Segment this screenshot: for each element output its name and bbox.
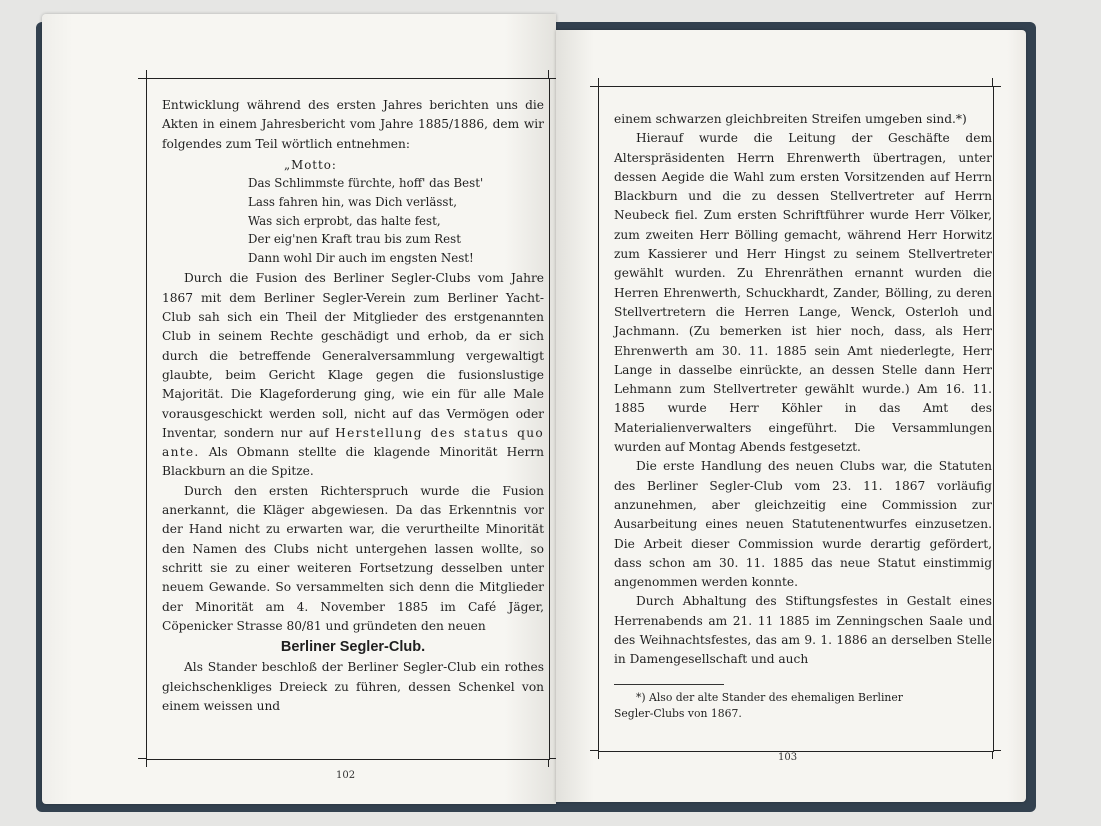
- paragraph-text: Als Obmann stellte die klagende Minorität Herrn Blackburn an die Spitze.: [162, 445, 544, 479]
- paragraph: Als Stander beschloß der Berliner Segler-Club ein rothes gleichschenkliges Dreieck zu führen, dessen Schenkel von einem weissen und: [162, 660, 544, 713]
- page-number: 103: [778, 752, 798, 763]
- footnote-rule: [614, 684, 724, 685]
- frame-tick: [992, 78, 993, 86]
- frame-tick: [993, 86, 1001, 87]
- paragraph: Hierauf wurde die Leitung der Geschäfte dem Alterspräsidenten Herrn Ehrenwerth übertragen, unter dessen Aegide die Wahl zum ersten Vorsitzenden auf Herrn Blackburn und die zu dessen Stellvertreter auf Herrn Neubeck fiel. Zum ersten Schriftführer wurde Herr Völker, zum zweiten Herr Bölling gemacht, während Herr Horwitz zum Kassierer und Herr Hingst zu seinem Stellvertreter gewählt wurden. Zu Ehrenräthen ernannt wurden die Herren Ehrenwerth, Schuckhardt, Zander, Bölling, zu deren Stellvertretern die Herren Lange, Wenck, Osterloh und Jachmann. (Zu bemerken ist hier noch, dass, als Herr Ehrenwerth am 30. 11. 1885 sein Amt niederlegte, Herr Lange in dasselbe einrückte, an dessen Stelle dann Herr Lehmann zum Stellvertreter gewählt wurde.) Am 16. 11. 1885 wurde Herr Köhler in das Amt des Materialienverwalters eingeführt. Die Versammlungen wurden auf Montag Abends festgesetzt.: [614, 131, 992, 455]
- frame-tick: [549, 758, 556, 759]
- motto-title: „Motto:: [284, 157, 337, 172]
- motto-line: Was sich erprobt, das halte fest,: [248, 213, 441, 228]
- motto-line: Lass fahren hin, was Dich verlässt,: [248, 195, 457, 210]
- right-page: [556, 30, 1026, 802]
- frame-tick: [138, 78, 146, 79]
- motto-verse: [248, 156, 544, 268]
- footnote-line: Segler-Clubs von 1867.: [614, 706, 742, 720]
- left-page-text: [162, 96, 544, 716]
- frame-tick: [598, 751, 599, 759]
- paragraph: einem schwarzen gleichbreiten Streifen umgeben sind.*): [614, 112, 967, 126]
- motto-line: Dann wohl Dir auch im engsten Nest!: [248, 250, 474, 265]
- paragraph: [162, 269, 544, 481]
- motto-line: Das Schlimmste fürchte, hoff' das Best': [248, 176, 484, 191]
- paragraph: Die erste Handlung des neuen Clubs war, die Statuten des Berliner Segler-Club vom 23. 11. 1867 vorläufig anzunehmen, aber gleichzeitig eine Commission zur Ausarbeitung eines neuen Statutenentwurfes einzusetzen. Die Arbeit dieser Commission wurde derartig gefördert, dass schon am 30. 11. 1885 das neue Statut einstimmig angenommen werden konnte.: [614, 459, 992, 590]
- frame-tick: [548, 759, 549, 767]
- frame-tick: [993, 750, 1001, 751]
- section-heading: Berliner Segler-Club.: [280, 639, 426, 656]
- frame-tick: [590, 750, 598, 751]
- frame-tick: [138, 758, 146, 759]
- emphasized-phrase: Herstellung des status quo ante.: [162, 425, 544, 460]
- footnote: [614, 690, 992, 722]
- left-page: [42, 14, 556, 804]
- paragraph-text: Durch die Fusion des Berliner Segler-Clubs vom Jahre 1867 mit dem Berliner Segler-Verein zum Berliner Yacht-Club sah sich ein Theil der Mitglieder des erstgenannten Club in seinem Rechte geschädigt und erhob, da er sich durch die betreffende Generalversammlung vergewaltigt glaubte, beim Gericht Klage gegen die fusionslustige Majorität. Die Klageforderung ging, wie ein für alle Male vorausgeschickt werden soll, nicht auf das Vermögen oder Inventar, sondern nur auf: [162, 271, 544, 440]
- page-number: 102: [336, 770, 356, 781]
- paragraph: Durch den ersten Richterspruch wurde die Fusion anerkannt, die Kläger abgewiesen. Da das Erkenntnis vor der Hand nicht zu erwarten war, die verurtheilte Minorität den Namen des Clubs nicht untergehen lassen wollte, so schritt sie zu einer weiteren Fortsetzung desselben unter neuem Gewande. So versammelten sich denn die Mitglieder der Minorität am 4. November 1885 im Café Jäger, Cöpenicker Strasse 80/81 und gründeten den neuen: [162, 483, 544, 633]
- frame-tick: [598, 78, 599, 86]
- frame-tick: [549, 78, 556, 79]
- paragraph: Durch Abhaltung des Stiftungsfestes in Gestalt eines Herrenabends am 21. 11 1885 im Zenningschen Saale und des Weihnachtsfestes, das am 9. 1. 1886 an derselben Stelle in Damengesellschaft und auch: [614, 594, 992, 667]
- paragraph: Entwicklung während des ersten Jahres berichten uns die Akten in einem Jahresbericht vom Jahre 1885/1886, dem wir folgendes zum Teil wörtlich entnehmen:: [162, 98, 544, 151]
- frame-tick: [992, 751, 993, 759]
- motto-line: Der eig'nen Kraft trau bis zum Rest: [248, 232, 461, 247]
- frame-tick: [590, 86, 598, 87]
- frame-tick: [146, 70, 147, 78]
- frame-tick: [548, 70, 549, 78]
- footnote-line: *) Also der alte Stander des ehemaligen Berliner: [636, 690, 903, 704]
- frame-tick: [146, 759, 147, 767]
- right-page-text: [614, 110, 992, 722]
